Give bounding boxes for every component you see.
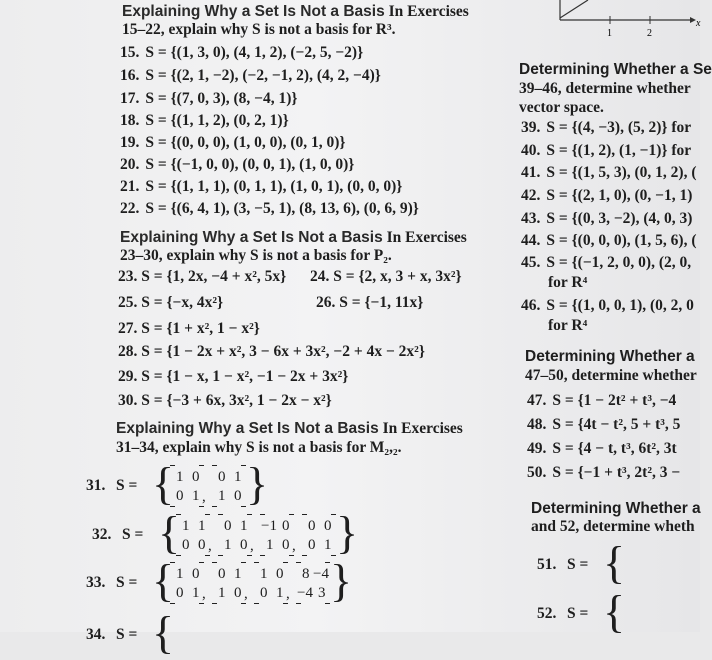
matrix	[176, 515, 210, 555]
matrix-entry: 0	[282, 518, 290, 534]
matrix-entry: 1	[234, 566, 242, 582]
right-brace: }	[246, 458, 269, 509]
matrix-entry: 1	[176, 469, 184, 485]
exercise-43: 43. S = {(0, 3, −2), (4, 0, 3)	[521, 210, 693, 227]
matrix-entry: 0	[234, 585, 242, 601]
matrix-entry: 0	[234, 488, 242, 504]
exercise-50: 50. S = {−1 + t³, 2t², 3 −	[527, 464, 681, 481]
matrix-entry: 0	[192, 469, 200, 485]
exercise-20: 20. S = {(−1, 0, 0), (0, 0, 1), (1, 0, 0)}	[120, 156, 355, 173]
heading-line2: 15–22, explain why S is not a basis for R³.	[122, 21, 396, 38]
exercise-29: 29. S = {1 − x, 1 − x², −1 − 2x + 3x²}	[118, 368, 349, 385]
exercise-25: 25. S = {−x, 4x²}	[118, 294, 224, 311]
matrix-entry: 1	[260, 566, 268, 582]
matrix	[170, 563, 204, 603]
matrix-entry: 0	[192, 566, 200, 582]
left-brace: {	[152, 555, 175, 606]
matrix-entry: 1	[176, 566, 184, 582]
set-label: S =	[116, 626, 138, 643]
matrix-entry: 1	[266, 537, 274, 553]
matrix-entry: −4	[297, 585, 313, 601]
separator: ,	[286, 586, 290, 602]
exercise-45: 45. S = {(−1, 2, 0, 0), (2, 0,	[521, 254, 692, 271]
matrix-entry: −4	[313, 566, 329, 582]
matrix-entry: 1	[192, 585, 200, 601]
section-heading-15-22	[122, 3, 469, 21]
separator: ,	[250, 538, 254, 554]
heading-in-exercises: In Exercises	[386, 229, 467, 246]
exercise-23: 23. S = {1, 2x, −4 + x², 5x}	[118, 268, 287, 285]
matrix-entry: 0	[218, 469, 226, 485]
exercise-27: 27. S = {1 + x², 1 − x²}	[118, 320, 260, 337]
matrix-entry: 1	[324, 537, 332, 553]
matrix-entry: 0	[224, 518, 232, 534]
left-brace: {	[603, 537, 626, 588]
heading-line2: 23–30, explain why S is not a basis for P₂.	[120, 247, 392, 264]
right-heading-51-line2: and 52, determine wheth	[531, 518, 695, 535]
right-heading-47-line2: 47–50, determine whether	[525, 367, 697, 384]
left-brace: {	[152, 607, 175, 658]
matrix	[296, 563, 330, 603]
right-brace: }	[330, 555, 353, 606]
exercise-48: 48. S = {4t − t², 5 + t³, 5	[527, 416, 681, 433]
exercise-22: 22. S = {(6, 4, 1), (3, −5, 1), (8, 13, 6), (0, 6, 9)}	[120, 200, 419, 217]
section-heading-23-30	[120, 229, 467, 247]
exercise-39: 39. S = {(4, −3), (5, 2)} for	[521, 119, 692, 136]
exercise-number: 51.	[537, 556, 557, 573]
matrix-entry: 1	[224, 537, 232, 553]
matrix-entry: 1	[218, 488, 226, 504]
exercise-52	[537, 586, 697, 639]
matrix-entry: 0	[198, 537, 206, 553]
exercise-17: 17. S = {(7, 0, 3), (8, −4, 1)}	[120, 90, 298, 107]
exercise-15: 15. S = {(1, 3, 0), (4, 1, 2), (−2, 5, −2)}	[120, 44, 364, 61]
exercise-number: 31.	[86, 477, 106, 494]
heading-in-exercises: In Exercises	[382, 420, 463, 437]
exercise-46: 46. S = {(1, 0, 0, 1), (0, 2, 0	[521, 297, 694, 314]
matrix-entry: 0	[276, 566, 284, 582]
matrix-entry: 0	[282, 537, 290, 553]
exercise-continuation: for R⁴	[548, 274, 588, 291]
left-brace: {	[152, 458, 175, 509]
matrix-entry: 0	[308, 537, 316, 553]
separator: ,	[292, 538, 296, 554]
exercise-21: 21. S = {(1, 1, 1), (0, 1, 1), (1, 0, 1), (0, 0, 0)}	[120, 178, 403, 195]
exercise-34	[86, 607, 506, 660]
exercise-40: 40. S = {(1, 2), (1, −1)} for	[521, 142, 692, 159]
matrix	[212, 466, 246, 506]
graph-line	[560, 0, 588, 18]
heading-title: Explaining Why a Set Is Not a Basis	[116, 420, 379, 437]
exercise-28: 28. S = {1 − 2x + x², 3 − 6x + 3x², −2 + 4x − 2x²}	[118, 343, 425, 360]
left-brace: {	[603, 586, 626, 637]
set-label: S =	[567, 556, 589, 573]
separator: ,	[208, 538, 212, 554]
exercise-49: 49. S = {4 − t, t³, 6t², 3t	[527, 440, 677, 457]
matrix-entry: 8	[302, 566, 310, 582]
left-brace: {	[158, 507, 181, 558]
set-label: S =	[116, 477, 138, 494]
exercise-30: 30. S = {−3 + 6x, 3x², 1 − 2x − x²}	[118, 392, 332, 409]
separator: ,	[202, 489, 206, 505]
matrix	[302, 515, 336, 555]
exercise-26: 26. S = {−1, 11x}	[316, 294, 424, 311]
matrix-entry: 0	[260, 585, 268, 601]
matrix-entry: 0	[176, 585, 184, 601]
matrix-entry: 0	[240, 537, 248, 553]
right-heading-39-line3: vector space.	[519, 99, 604, 116]
exercise-number: 33.	[86, 574, 106, 591]
right-heading-39-line2: 39–46, determine whether	[519, 80, 691, 97]
matrix-entry: 0	[308, 518, 316, 534]
exercise-number: 32.	[92, 526, 112, 543]
heading-line2: 31–34, explain why S is not a basis for M₂,₂.	[116, 439, 402, 456]
section-heading-31-34	[116, 420, 463, 438]
exercise-42: 42. S = {(2, 1, 0), (0, −1, 1)	[521, 187, 693, 204]
matrix	[254, 563, 288, 603]
exercise-51	[537, 537, 697, 590]
heading-in-exercises: In Exercises	[388, 3, 469, 20]
matrix-entry: 0	[218, 566, 226, 582]
exercise-31	[86, 458, 506, 511]
matrix	[218, 515, 252, 555]
right-brace: }	[336, 507, 359, 558]
set-label: S =	[567, 605, 589, 622]
matrix	[260, 515, 294, 555]
x-axis-label: x	[696, 18, 701, 29]
exercise-41: 41. S = {(1, 5, 3), (0, 1, 2), (	[521, 164, 697, 181]
matrix-entry: 1	[276, 585, 284, 601]
matrix-entry: 1	[198, 518, 206, 534]
matrix-entry: 1	[234, 469, 242, 485]
tick-label: 1	[607, 28, 612, 39]
axis-graph	[540, 0, 700, 48]
matrix-entry: 1	[218, 585, 226, 601]
matrix	[212, 563, 246, 603]
exercise-32	[92, 507, 512, 560]
right-heading-39: Determining Whether a Se	[519, 61, 712, 78]
exercise-18: 18. S = {(1, 1, 2), (0, 2, 1)}	[120, 112, 289, 129]
matrix-entry: 1	[240, 518, 248, 534]
separator: ,	[244, 586, 248, 602]
exercise-47: 47. S = {1 − 2t² + t³, −4	[527, 392, 677, 409]
tick-label: 2	[647, 28, 652, 39]
matrix-entry: 3	[318, 585, 326, 601]
matrix-entry: 0	[324, 518, 332, 534]
right-heading-51: Determining Whether a	[531, 500, 701, 517]
set-label: S =	[122, 526, 144, 543]
right-heading-47: Determining Whether a	[525, 348, 695, 365]
heading-title: Explaining Why a Set Is Not a Basis	[120, 229, 383, 246]
matrix-entry: −1	[261, 518, 277, 534]
set-label: S =	[116, 574, 138, 591]
exercise-number: 34.	[86, 626, 106, 643]
exercise-24: 24. S = {2, x, 3 + x, 3x²}	[310, 268, 462, 285]
heading-title: Explaining Why a Set Is Not a Basis	[122, 3, 385, 20]
exercise-19: 19. S = {(0, 0, 0), (1, 0, 0), (0, 1, 0)}	[120, 134, 346, 151]
exercise-16: 16. S = {(2, 1, −2), (−2, −1, 2), (4, 2, −4)}	[120, 67, 381, 84]
matrix-entry: 1	[192, 488, 200, 504]
exercise-continuation: for R⁴	[548, 317, 588, 334]
exercise-33	[86, 555, 506, 608]
exercise-44: 44. S = {(0, 0, 0), (1, 5, 6), (	[521, 232, 697, 249]
separator: ,	[202, 586, 206, 602]
exercise-number: 52.	[537, 605, 557, 622]
matrix-entry: 0	[176, 488, 184, 504]
matrix-entry: 1	[182, 518, 190, 534]
matrix	[170, 466, 204, 506]
matrix-entry: 0	[182, 537, 190, 553]
